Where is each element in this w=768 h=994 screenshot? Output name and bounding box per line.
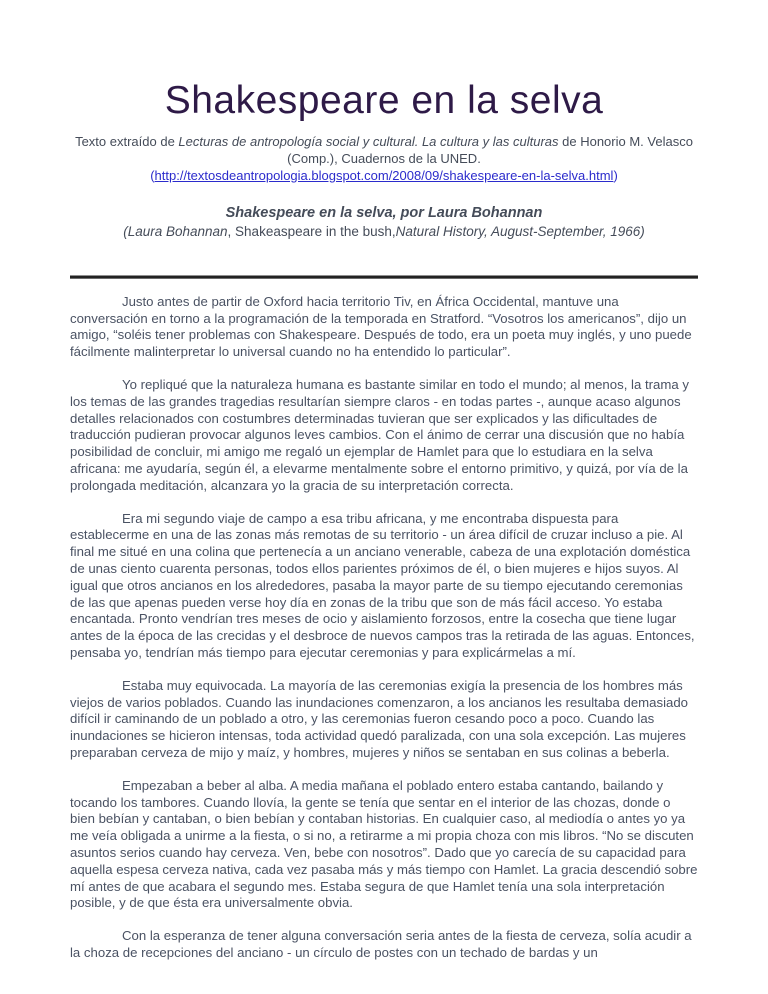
byline-heading: Shakespeare en la selva, por Laura Bohannan [225, 204, 543, 221]
paragraph: Estaba muy equivocada. La mayoría de las ceremonias exigía la presencia de los hombres más viejos de varios poblados. Cuando las inundaciones comenzaron, a los ancianos les resultaba demasiado difícil ir caminando de un poblado a otro, y las ceremonias fueron cesando poco a poco. Cuando las inundaciones se hicieron intensas, toda actividad quedó paralizada, con una sola excepción. Las mujeres preparaban cerveza de mijo y maíz, y hombres, mujeres y niños se sentaban en sus colinas a beberla. [70, 677, 688, 760]
source-link-line [70, 167, 698, 184]
byline-original-title: , Shakeaspeare in the bush, [227, 223, 396, 239]
byline-citation [70, 223, 698, 241]
byline-journal: Natural History, August-September, 1966) [395, 223, 645, 239]
source-note-publisher: de Honorio M. Velasco (Comp.), Cuadernos de la UNED. [287, 133, 693, 166]
document-page [70, 0, 698, 962]
paragraph: Justo antes de partir de Oxford hacia territorio Tiv, en África Occidental, mantuve una conversación en torno a la programación de la temporada en Stratford. “Vosotros los americanos”, dijo un amigo, “soléis tener problemas con Shakespeare. Después de todo, era un poeta muy inglés, y uno puede fácilmente malinterpretar lo universal cuando no ha entendido lo particular”. [70, 293, 692, 360]
source-link[interactable]: http://textosdeantropologia.blogspot.com/2008/09/shakespeare-en-la-selva.html [154, 167, 614, 183]
source-note-book-title: Lecturas de antropología social y cultural. La cultura y las culturas [178, 133, 559, 149]
section-divider [70, 275, 698, 279]
paren-open: ( [150, 167, 155, 183]
page-title: Shakespeare en la selva [164, 79, 604, 122]
paragraph: Yo repliqué que la naturaleza humana es bastante similar en todo el mundo; al menos, la trama y los temas de las grandes tragedias resultarían siempre claros - en todas partes -, aunque acaso algunos detalles relacionados con costumbres determinadas tuvieran que ser explicados y las dificultades de traducción pudieran provocar algunos leves cambios. Con el ánimo de cerrar una discusión que no había posibilidad de concluir, mi amigo me regaló un ejemplar de Hamlet para que lo estudiara en la selva africana: me ayudaría, según él, a elevarme mentalmente sobre el entorno primitivo, y quizá, por vía de la prolongada meditación, alcanzara yo la gracia de su interpretación correcta. [70, 376, 689, 493]
source-note-text: Texto extraído de [75, 133, 179, 149]
paragraph: Era mi segundo viaje de campo a esa tribu africana, y me encontraba dispuesta para establecerme en una de las zonas más remotas de su territorio - un área difícil de cruzar incluso a pie. Al final me situé en una colina que pertenecía a un anciano venerable, cabeza de una explotación doméstica de unas ciento cuarenta personas, todos ellos parientes próximos de él, o bien mujeres e hijos suyos. Al igual que otros ancianos en los alrededores, pasaba la mayor parte de su tiempo ejecutando ceremonias de las que apenas pueden verse hoy día en zonas de la tribu que son de más fácil acceso. Yo estaba encantada. Pronto vendrían tres meses de ocio y aislamiento forzosos, entre la cosecha que tiene lugar antes de la época de las crecidas y el desbroce de nuevos campos tras la retirada de las aguas. Entonces, pensaba yo, tendrían más tiempo para ejecutar ceremonias y para explicármelas a mí. [70, 510, 695, 660]
byline-author: (Laura Bohannan [123, 223, 228, 239]
source-note [70, 133, 698, 167]
article-body [70, 294, 698, 962]
paragraph: Empezaban a beber al alba. A media mañana el poblado entero estaba cantando, bailando y tocando los tambores. Cuando llovía, la gente se tenía que sentar en el interior de las chozas, donde o bien bebían y cantaban, o bien bebían y contaban historias. En cualquier caso, al mediodía o antes yo ya me veía obligada a unirme a la fiesta, o si no, a retirarme a mi propia choza con mis libros. “No se discuten asuntos serios cuando hay cerveza. Ven, bebe con nosotros”. Dado que yo carecía de su capacidad para aquella espesa cerveza nativa, cada vez pasaba más y más tiempo con Hamlet. La gracia descendió sobre mí antes de que acabara el segundo mes. Estaba segura de que Hamlet tenía una sola interpretación posible, y de que ésta era universalmente obvia. [70, 777, 698, 911]
paren-close: ) [613, 167, 618, 183]
byline-block [70, 204, 698, 241]
paragraph: Con la esperanza de tener alguna conversación seria antes de la fiesta de cerveza, solía acudir a la choza de recepciones del anciano - un círculo de postes con un techado de bardas y un [70, 928, 692, 960]
